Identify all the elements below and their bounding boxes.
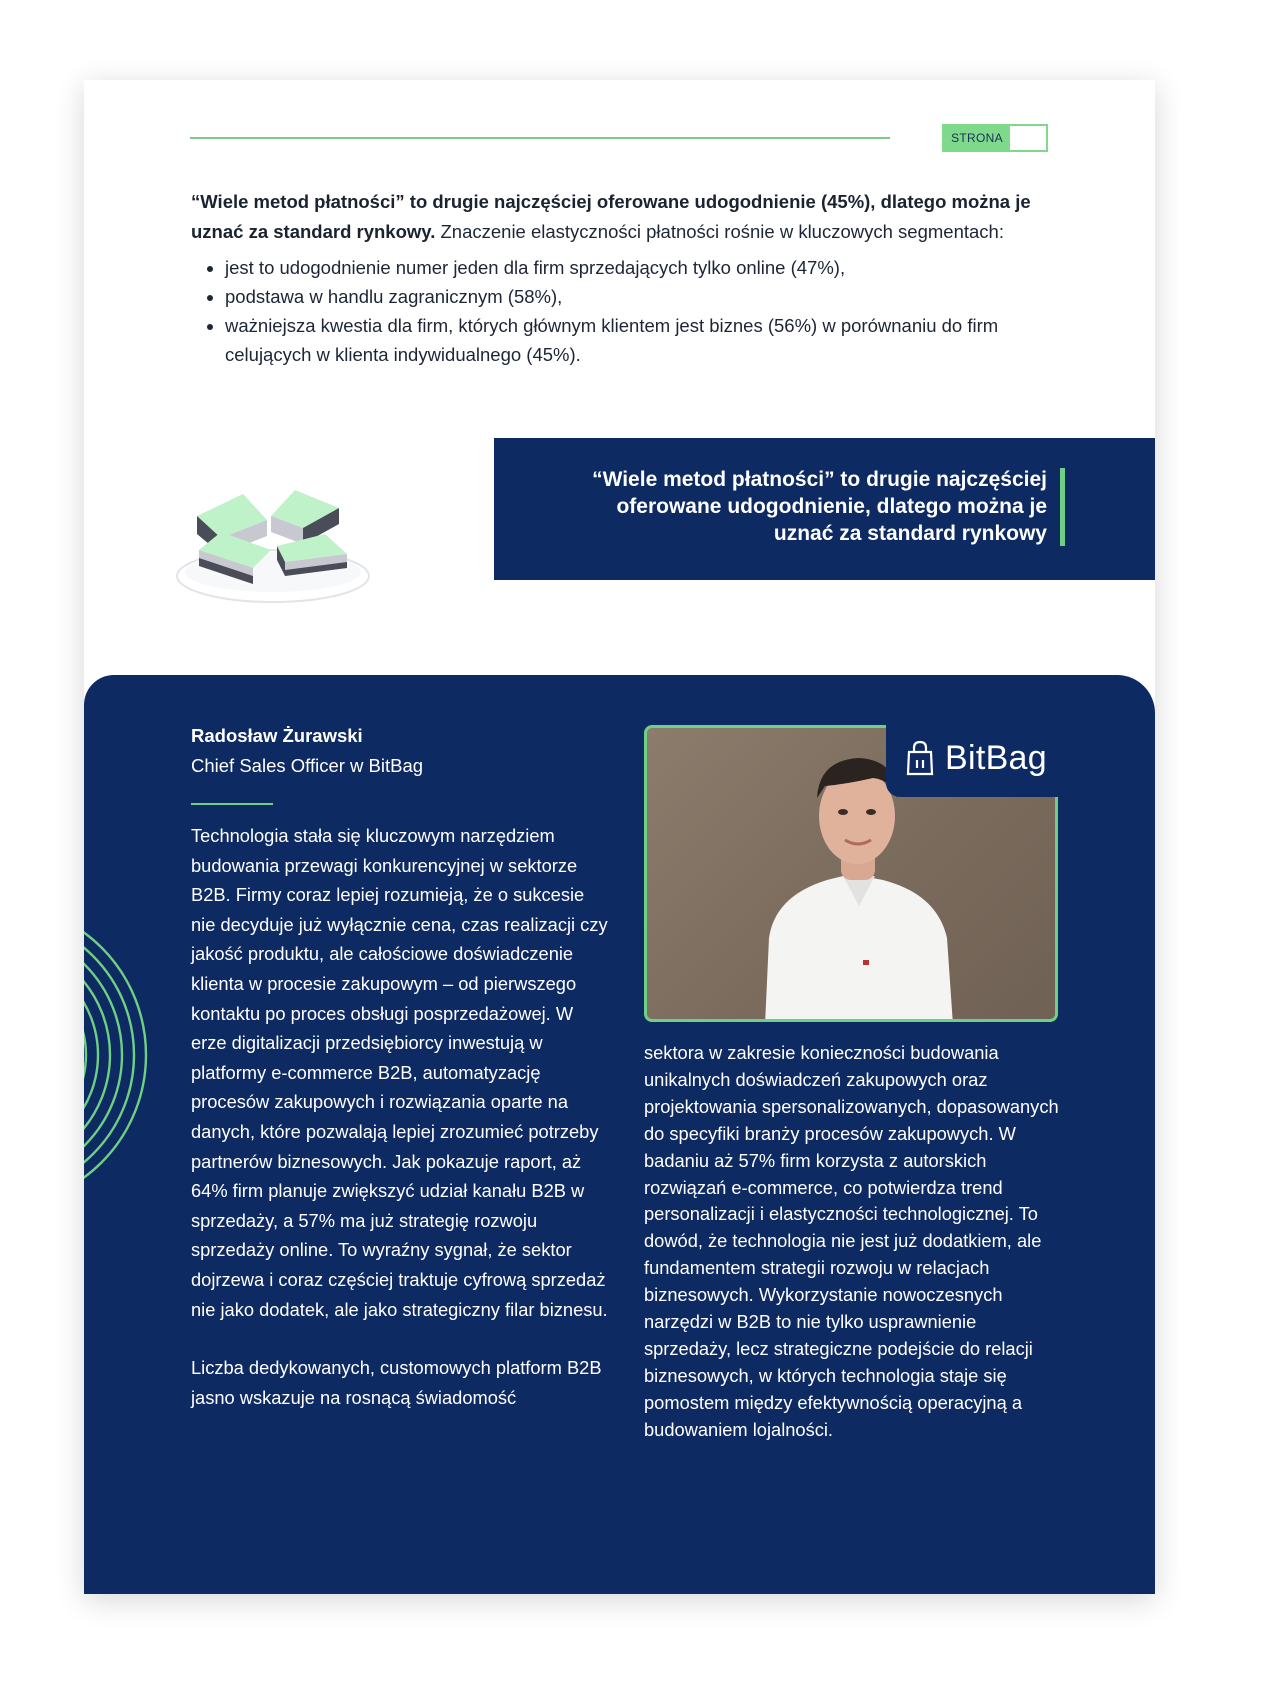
expert-comment-section — [84, 675, 1155, 1594]
shopping-bag-icon — [905, 740, 935, 776]
comment-right-column — [644, 1040, 1064, 1444]
list-item: • podstawa w handlu zagranicznym (58%), — [225, 282, 1051, 311]
document-page — [84, 80, 1155, 1594]
page-number — [1010, 126, 1046, 150]
intro-paragraph — [191, 187, 1051, 247]
name-divider — [191, 803, 273, 805]
decorative-arcs — [84, 875, 154, 1235]
list-item: • jest to udogodnienie numer jeden dla firm sprzedających tylko online (47%), — [225, 253, 1051, 282]
page-label: STRONA — [944, 126, 1010, 150]
page-number-badge — [942, 124, 1048, 152]
cake-slices-illustration — [175, 480, 371, 604]
pull-quote-box — [494, 438, 1155, 580]
intro-lead-rest: Znaczenie elastyczności płatności rośnie w kluczowych segmentach: — [435, 221, 1004, 242]
bitbag-logo — [886, 719, 1066, 797]
comment-paragraph: Technologia stała się kluczowym narzędziem budowania przewagi konkurencyjnej w sektorze B2B. Firmy coraz lepiej rozumieją, że o sukcesie nie decyduje już wyłącznie cena, czas realizacji czy jakość produktu, ale całościowe doświadczenie klienta w procesie zakupowym – od pierwszego kontaktu po proces obsługi posprzedażowej. W erze digitalizacji przedsiębiorcy inwestują w platformy e-commerce B2B, automatyzację procesów zakupowych i rozwiązania oparte na danych, które pozwalają lepiej zrozumieć potrzeby partnerów biznesowych. Jak pokazuje raport, aż 64% firm planuje zwiększyć udział kanału B2B w sprzedaży, a 57% ma już strategię rozwoju sprzedaży online. To wyraźny sygnał, że sektor dojrzewa i coraz częściej traktuje cyfrową sprzedaż nie jako dodatek, ale jako strategiczny filar biznesu. — [191, 825, 608, 1320]
intro-lead-bold: “Wiele metod płatności” to drugie najczęściej oferowane udogodnienie (45%), dlatego można je uznać za standard rynkowy. — [191, 191, 1031, 242]
expert-name: Radosław Żurawski — [191, 725, 363, 746]
pull-quote-accent-bar — [1060, 468, 1065, 546]
comment-paragraph: sektora w zakresie konieczności budowania unikalnych doświadczeń zakupowych oraz projektowania spersonalizowanych, dopasowanych do specyfiki branży procesów zakupowych. W badaniu aż 57% firm korzysta z autorskich rozwiązań e-commerce, co potwierdza trend personalizacji i elastyczności technologicznej. To dowód, że technologia nie jest już dodatkiem, ale fundamentem strategii rozwoju w relacjach biznesowych. Wykorzystanie nowoczesnych narzędzi w B2B to nie tylko usprawnienie sprzedaży, lecz strategiczne podejście do relacji biznesowych, w których technologia staje się pomostem między efektywnością operacyjną a budowaniem lojalności. — [644, 1042, 1059, 1440]
brand-name: BitBag — [945, 738, 1047, 777]
intro-section — [191, 187, 1051, 369]
intro-bullet-list — [191, 253, 1051, 369]
header-rule — [190, 137, 890, 139]
expert-role: Chief Sales Officer w BitBag — [191, 755, 424, 776]
list-item: • ważniejsza kwestia dla firm, których głównym klientem jest biznes (56%) w porównaniu do firm celujących w klienta indywidualnego (45%). — [225, 311, 1051, 369]
comment-paragraph: Liczba dedykowanych, customowych platform B2B jasno wskazuje na rosnącą świadomość — [191, 1357, 602, 1408]
comment-left-column — [191, 821, 611, 1412]
pull-quote-text: “Wiele metod płatności” to drugie najczęściej oferowane udogodnienie, dlatego można je uznać za standard rynkowy — [592, 468, 1047, 545]
